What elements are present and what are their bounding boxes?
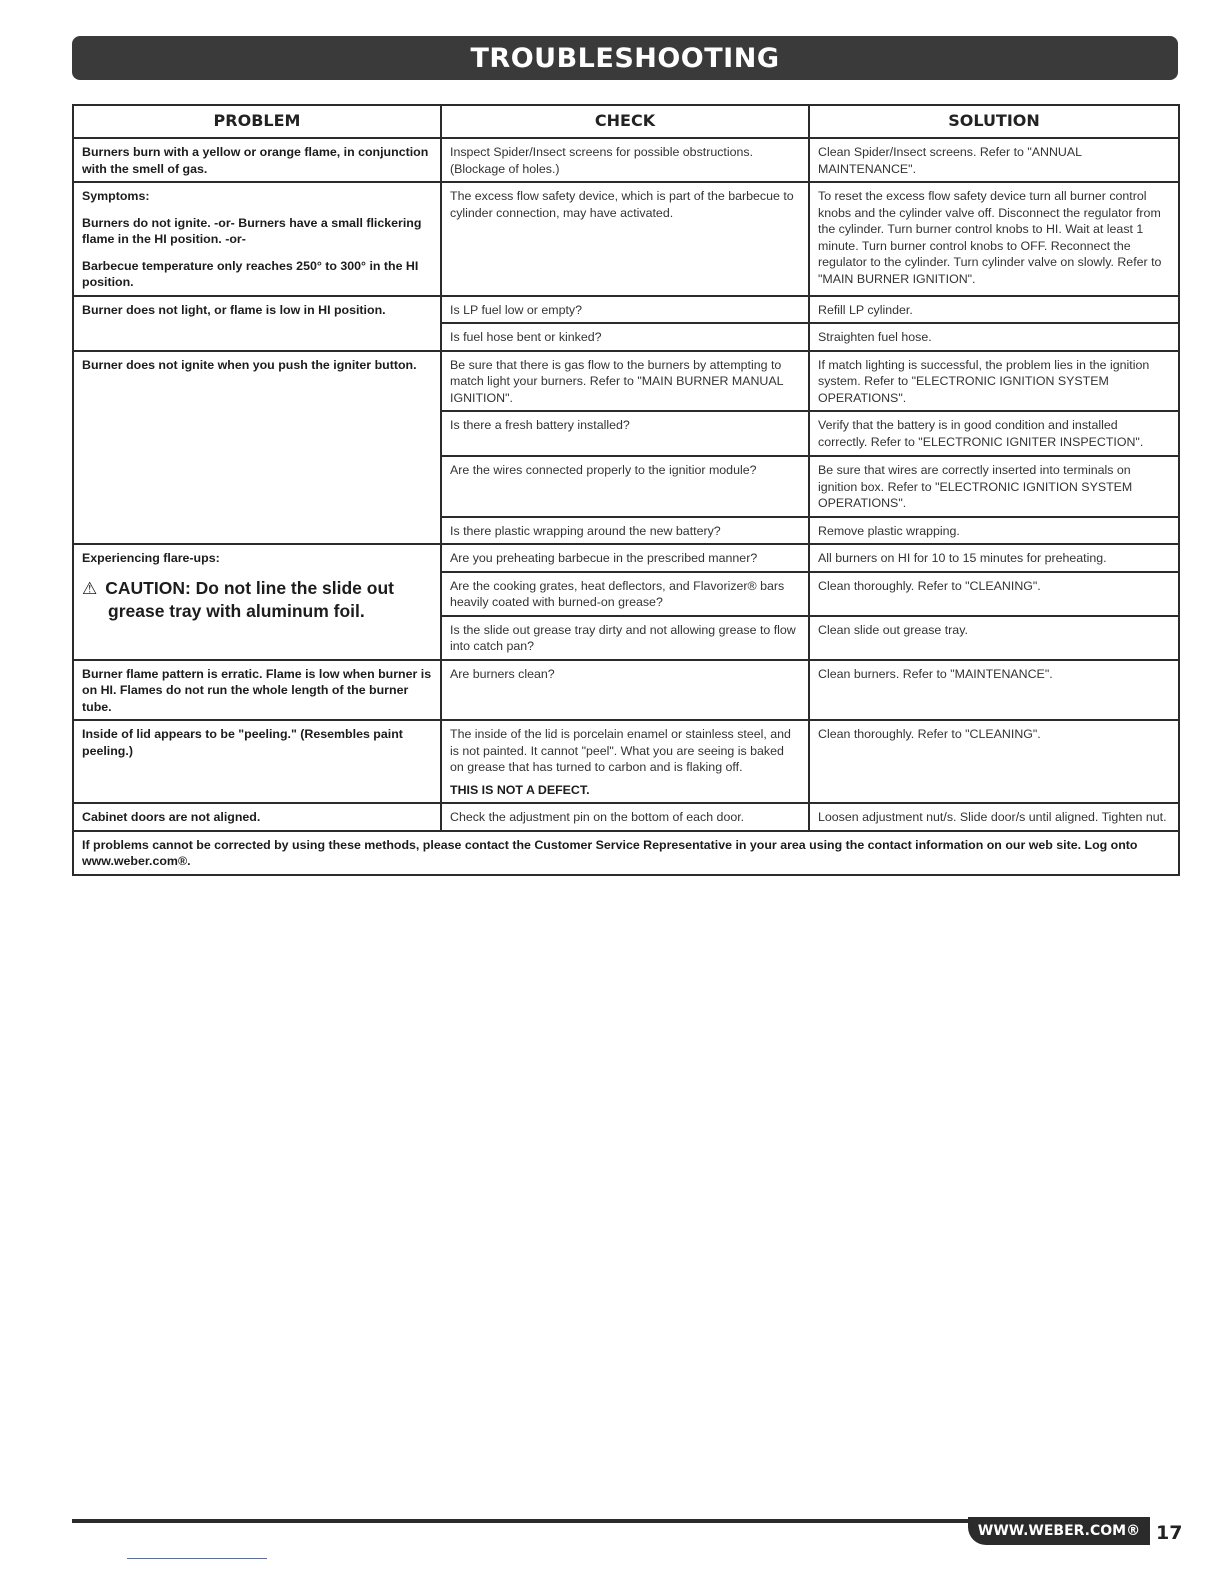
check-cell: Are the cooking grates, heat deflectors, and Flavorizer® bars heavily coated with burned-on grease?: [441, 572, 809, 616]
table-row: [73, 296, 1179, 324]
scan-artifact-line: [127, 1558, 267, 1559]
solution-cell: Clean slide out grease tray.: [809, 616, 1179, 660]
column-header-problem: PROBLEM: [73, 105, 441, 138]
solution-cell: Straighten fuel hose.: [809, 323, 1179, 351]
check-cell: [441, 720, 809, 803]
solution-cell: Verify that the battery is in good condition and installed correctly. Refer to "ELECTRONIC IGNITER INSPECTION".: [809, 411, 1179, 456]
table-row: [73, 351, 1179, 412]
warning-triangle-icon: ⚠: [82, 578, 98, 598]
solution-cell: All burners on HI for 10 to 15 minutes for preheating.: [809, 544, 1179, 572]
caution-notice: [82, 577, 432, 622]
section-header-banner: [72, 36, 1178, 80]
solution-cell: Loosen adjustment nut/s. Slide door/s until aligned. Tighten nut.: [809, 803, 1179, 831]
table-row: [73, 544, 1179, 572]
column-header-solution: SOLUTION: [809, 105, 1179, 138]
problem-cell: Cabinet doors are not aligned.: [73, 803, 441, 831]
solution-cell: Remove plastic wrapping.: [809, 517, 1179, 545]
problem-cell: Inside of lid appears to be "peeling." (Resembles paint peeling.): [73, 720, 441, 803]
table-footer-row: [73, 831, 1179, 875]
problem-cell: Burner does not ignite when you push the igniter button.: [73, 351, 441, 545]
check-cell: Is fuel hose bent or kinked?: [441, 323, 809, 351]
website-url: WWW.WEBER.COM®: [977, 1523, 1141, 1539]
check-cell: Are the wires connected properly to the ignitior module?: [441, 456, 809, 517]
column-header-check: CHECK: [441, 105, 809, 138]
caution-text: CAUTION: Do not line the slide out: [105, 577, 394, 598]
symptom-text: Barbecue temperature only reaches 250° to 300° in the HI position.: [82, 258, 419, 289]
table-row: [73, 660, 1179, 721]
solution-cell: To reset the excess flow safety device turn all burner control knobs and the cylinder valve off. Disconnect the regulator from the cylinder. Turn burner control knobs to HI. Wait at least 1 minute. Turn burner control knobs to OFF. Reconnect the regulator to the cylinder. Turn cylinder valve on slowly. Refer to "MAIN BURNER IGNITION".: [809, 182, 1179, 296]
table-row: [73, 182, 1179, 296]
contact-note: If problems cannot be corrected by using these methods, please contact the Customer Service Representative in your area using the contact information on our web site. Log onto www.weber.com®.: [73, 831, 1179, 875]
solution-cell: Clean thoroughly. Refer to "CLEANING".: [809, 572, 1179, 616]
check-cell: Check the adjustment pin on the bottom of each door.: [441, 803, 809, 831]
problem-cell: Burners burn with a yellow or orange flame, in conjunction with the smell of gas.: [73, 138, 441, 182]
problem-text: Experiencing flare-ups:: [82, 551, 220, 565]
check-cell: Is there plastic wrapping around the new battery?: [441, 517, 809, 545]
check-cell: Is LP fuel low or empty?: [441, 296, 809, 324]
check-cell: Is there a fresh battery installed?: [441, 411, 809, 456]
solution-cell: Clean thoroughly. Refer to "CLEANING".: [809, 720, 1179, 803]
caution-text: grease tray with aluminum foil.: [108, 600, 365, 621]
problem-cell: Burner does not light, or flame is low in HI position.: [73, 296, 441, 351]
problem-cell: Burner flame pattern is erratic. Flame is low when burner is on HI. Flames do not run the whole length of the burner tube.: [73, 660, 441, 721]
table-row: [73, 138, 1179, 182]
page-title: TROUBLESHOOTING: [470, 42, 780, 74]
table-row: [73, 803, 1179, 831]
table-header-row: [73, 105, 1179, 138]
solution-cell: Clean burners. Refer to "MAINTENANCE".: [809, 660, 1179, 721]
symptom-text: Burners do not ignite. -or- Burners have a small flickering flame in the HI position. -or-: [82, 215, 422, 246]
page-number: 17: [1156, 1522, 1183, 1544]
solution-cell: If match lighting is successful, the problem lies in the ignition system. Refer to "ELECTRONIC IGNITION SYSTEM OPERATIONS".: [809, 351, 1179, 412]
solution-cell: Refill LP cylinder.: [809, 296, 1179, 324]
table-row: [73, 720, 1179, 803]
check-text: The inside of the lid is porcelain enamel or stainless steel, and is not painted. It cannot "peel". What you are seeing is baked on grease that has turned to carbon and is flaking off.: [450, 727, 791, 774]
defect-note: THIS IS NOT A DEFECT.: [450, 782, 590, 797]
solution-cell: Be sure that wires are correctly inserted into terminals on ignition box. Refer to "ELECTRONIC IGNITION SYSTEM OPERATIONS".: [809, 456, 1179, 517]
check-cell: The excess flow safety device, which is part of the barbecue to cylinder connection, may have activated.: [441, 182, 809, 296]
check-cell: Be sure that there is gas flow to the burners by attempting to match light your burners. Refer to "MAIN BURNER MANUAL IGNITION".: [441, 351, 809, 412]
check-cell: Inspect Spider/Insect screens for possible obstructions. (Blockage of holes.): [441, 138, 809, 182]
website-badge: [968, 1517, 1150, 1545]
check-cell: Is the slide out grease tray dirty and not allowing grease to flow into catch pan?: [441, 616, 809, 660]
symptoms-heading: Symptoms:: [82, 189, 150, 203]
problem-cell: [73, 544, 441, 660]
check-cell: Are you preheating barbecue in the prescribed manner?: [441, 544, 809, 572]
problem-cell: [73, 182, 441, 296]
troubleshooting-table: [72, 104, 1180, 876]
check-cell: Are burners clean?: [441, 660, 809, 721]
solution-cell: Clean Spider/Insect screens. Refer to "ANNUAL MAINTENANCE".: [809, 138, 1179, 182]
